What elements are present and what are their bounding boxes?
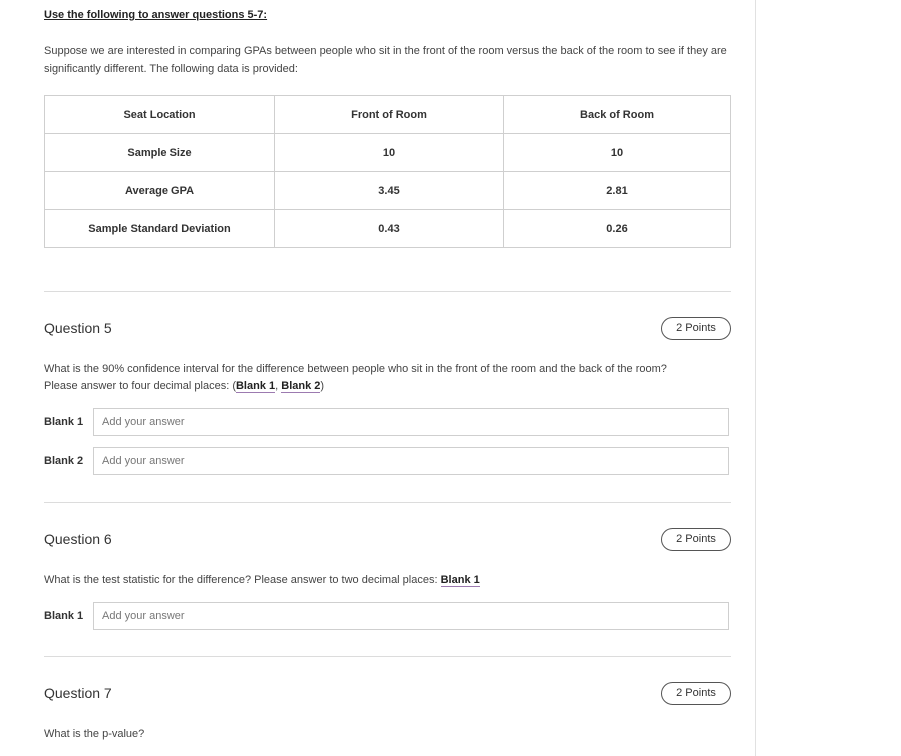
table-cell: 0.43 xyxy=(275,210,504,248)
question-separator xyxy=(44,656,731,657)
table-header-row xyxy=(45,96,731,134)
question-5-title: Question 5 xyxy=(44,320,112,336)
gpa-data-table xyxy=(44,95,731,248)
table-row xyxy=(45,172,731,210)
question-5-text-suffix: ) xyxy=(320,380,325,392)
question-5-text-prefix: Please answer to four decimal places: ( xyxy=(44,380,236,392)
question-5-blank-2-input[interactable] xyxy=(93,447,729,475)
intro-text: Suppose we are interested in comparing GPAs between people who sit in the front of the room versus the back of the room to see if they are significantly different. The following data is provided: xyxy=(44,45,727,75)
question-7-text: What is the p-value? xyxy=(44,728,145,740)
question-5-blank-1-input[interactable] xyxy=(93,408,729,436)
table-row xyxy=(45,134,731,172)
table-row xyxy=(45,210,731,248)
blank-ref-separator: , xyxy=(275,380,282,392)
blank-1-reference[interactable]: Blank 1 xyxy=(235,380,276,392)
table-cell: 2.81 xyxy=(504,172,731,210)
table-header-cell: Back of Room xyxy=(504,96,731,134)
question-6-blank-1-input[interactable] xyxy=(93,602,729,630)
question-5-text xyxy=(44,361,731,395)
table-header-cell: Seat Location xyxy=(45,96,275,134)
question-5-blank-1-row xyxy=(44,408,731,438)
question-7-points-badge: 2 Points xyxy=(661,682,731,705)
table-cell: 0.26 xyxy=(504,210,731,248)
question-5-text-line1: What is the 90% confidence interval for the difference between people who sit in the front of the room and the back of the room? xyxy=(44,363,667,375)
blank-2-label: Blank 2 xyxy=(44,455,84,467)
question-6-blank-1-row xyxy=(44,602,731,632)
question-5-text-line2 xyxy=(44,378,731,395)
question-6-points-badge: 2 Points xyxy=(661,528,731,551)
blank-1-label: Blank 1 xyxy=(44,416,84,428)
question-separator xyxy=(44,291,731,292)
table-header-cell: Front of Room xyxy=(275,96,504,134)
table-cell: 10 xyxy=(275,134,504,172)
intro-heading: Use the following to answer questions 5-7: xyxy=(44,9,268,21)
table-cell: 3.45 xyxy=(275,172,504,210)
table-cell: Sample Size xyxy=(45,134,275,172)
question-5-points-badge: 2 Points xyxy=(661,317,731,340)
right-panel-divider xyxy=(755,0,756,756)
question-6-title: Question 6 xyxy=(44,531,112,547)
question-7-title: Question 7 xyxy=(44,685,112,701)
blank-1-reference[interactable]: Blank 1 xyxy=(440,574,480,586)
question-6-text-prefix: What is the test statistic for the difference? Please answer to two decimal places: xyxy=(44,574,441,586)
question-5-blank-2-row xyxy=(44,447,731,477)
blank-1-label: Blank 1 xyxy=(44,610,84,622)
table-cell: Sample Standard Deviation xyxy=(45,210,275,248)
table-cell: Average GPA xyxy=(45,172,275,210)
blank-2-reference[interactable]: Blank 2 xyxy=(281,380,321,392)
question-6-text xyxy=(44,572,731,589)
table-cell: 10 xyxy=(504,134,731,172)
question-separator xyxy=(44,502,731,503)
